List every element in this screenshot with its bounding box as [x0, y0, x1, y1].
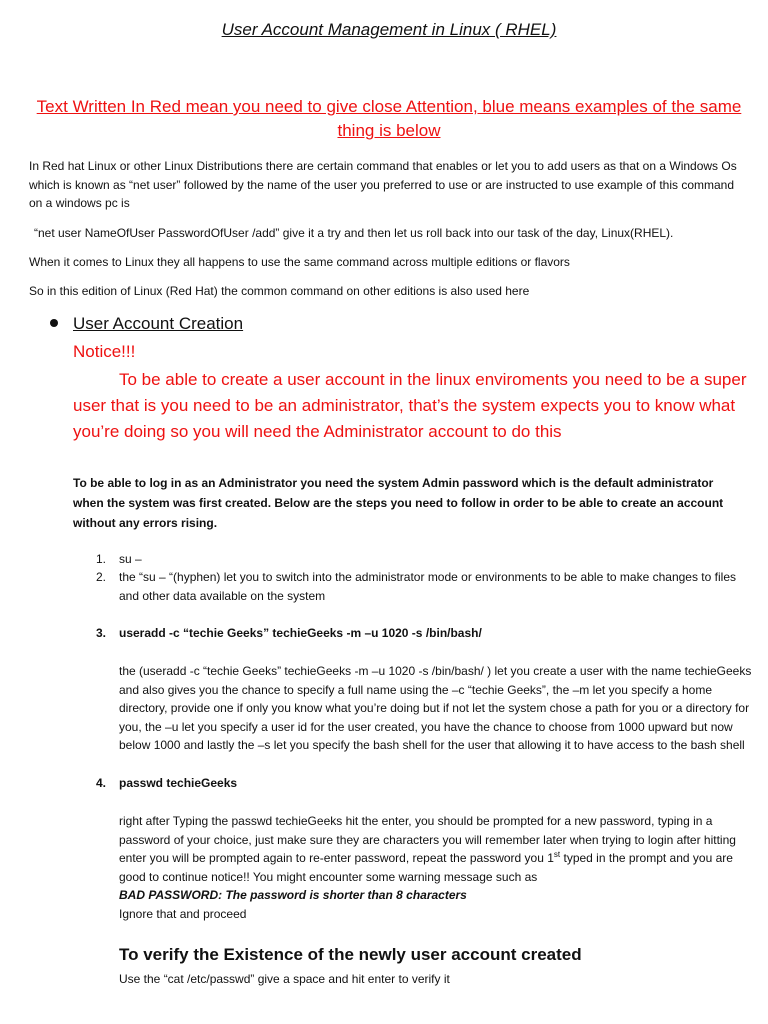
bullet-icon — [50, 319, 58, 327]
attention-note: Text Written In Red mean you need to give close Attention, blue means examples of the same thing is below — [36, 97, 742, 140]
step-3-description: the (useradd -c “techie Geeks” techieGeeks -m –u 1020 -s /bin/bash/ ) let you create a user with the name techieGeeks and also gives you the chance to specify a full name using the –c “techie Geeks”, the –m let you specify a home directory, provide one if only you know what you’re doing but if not let the system chose a path for you or a directory for you, the –u let you specify a user id for the user created, you have the chance to choose from 1000 upward but now below 1000 and lastly the –s let you specify the bash shell for the user that allowing it to have access to the bash shell — [119, 664, 752, 752]
verify-text: Use the “cat /etc/passwd” give a space and hit enter to verify it — [119, 972, 450, 986]
step-4-description-cont: typed in the prompt and you are good to continue notice!! You might encounter some warning message such as — [119, 851, 733, 884]
step-4-number: 4. — [96, 776, 107, 790]
document-title: User Account Management in Linux ( RHEL) — [221, 20, 557, 39]
intro-paragraph-4: So in this edition of Linux (Red Hat) the common command on other editions is also used here — [29, 284, 530, 298]
bad-password-warning: BAD PASSWORD: The password is shorter than 8 characters — [119, 888, 467, 902]
ordinal-superscript: st — [553, 850, 561, 859]
step-4-command: passwd techieGeeks — [119, 776, 238, 790]
step-3-number: 3. — [96, 626, 107, 640]
step-1-text: su – — [119, 552, 142, 566]
verify-heading: To verify the Existence of the newly user account created — [119, 945, 582, 964]
ignore-note: Ignore that and proceed — [119, 907, 247, 921]
notice-label: Notice!!! — [73, 342, 136, 361]
intro-paragraph-2: “net user NameOfUser PasswordOfUser /add” give it a try and then let us roll back into our task of the day, Linux(RHEL). — [34, 226, 674, 240]
step-2-text: the “su – “(hyphen) let you to switch into the administrator mode or environments to be able to make changes to files and other data available on the system — [119, 570, 736, 603]
intro-paragraph-1: In Red hat Linux or other Linux Distributions there are certain command that enables or let you to add users as that on a Windows Os which is known as “net user” followed by the name of the user you preferred to use or are instructed to use example of this command on a windows pc is — [29, 159, 737, 210]
section-heading: User Account Creation — [73, 314, 244, 333]
intro-paragraph-3: When it comes to Linux they all happens to use the same command across multiple editions or flavors — [29, 255, 570, 269]
step-4-description-main: right after Typing the passwd techieGeeks hit the enter, you should be prompted for a new password, typing in a password of your choice, just make sure they are characters you will remember later when trying to login after hitting enter you will be prompted again to re-enter password, repeat the password you 1 — [119, 814, 736, 865]
admin-instructions: To be able to log in as an Administrator you need the system Admin password which is the default administrator when the system was first created. Below are the steps you need to follow in order to be able to create an account without any errors rising. — [73, 476, 724, 530]
step-1-number: 1. — [96, 552, 107, 566]
step-3-command: useradd -c “techie Geeks” techieGeeks -m –u 1020 -s /bin/bash/ — [119, 626, 482, 640]
step-4-description — [119, 812, 759, 886]
step-2-number: 2. — [96, 570, 107, 584]
notice-body: To be able to create a user account in the linux enviroments you need to be a super user that is you need to be an administrator, that’s the system expects you to know what you’re doing so you will need the Administrator account to do this — [73, 370, 747, 441]
